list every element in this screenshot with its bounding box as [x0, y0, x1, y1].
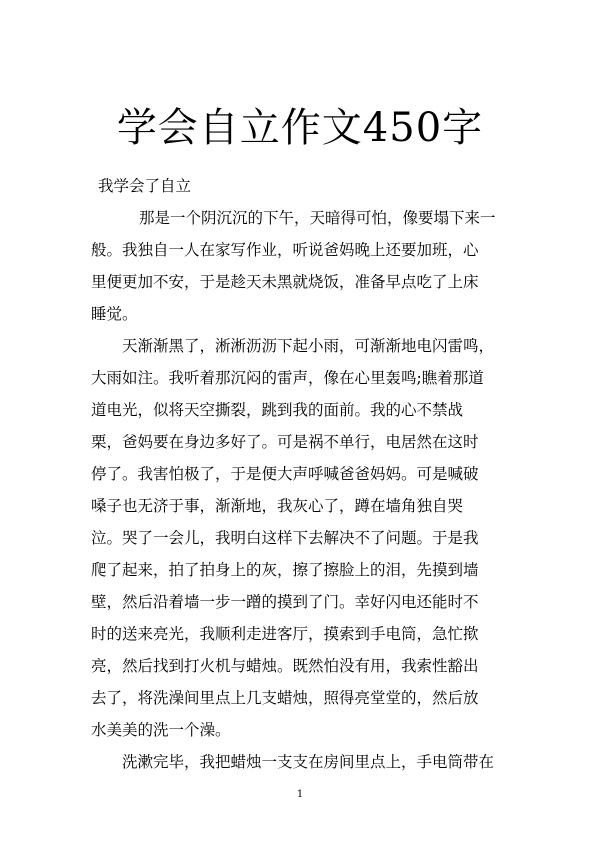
text-line: 睡觉。 [91, 305, 138, 323]
text-line: 那是一个阴沉沉的下午，天暗得可怕，像要塌下来一 [139, 209, 496, 227]
text-line: 嗓子也无济于事，渐渐地，我灰心了，蹲在墙角独自哭 [91, 497, 464, 515]
text-line: 爬了起来，拍了拍身上的灰，擦了擦脸上的泪，先摸到墙 [91, 561, 479, 579]
text-line: 栗，爸妈要在身边多好了。可是祸不单行，电居然在这时 [91, 433, 479, 451]
essay-subtitle: 我学会了自立 [98, 177, 192, 195]
text-line: 亮，然后找到打火机与蜡烛。既然怕没有用，我索性豁出 [91, 657, 479, 675]
text-line: 道电光，似将天空撕裂，跳到我的面前。我的心不禁战 [91, 401, 464, 419]
page-title: 学会自立作文450字 [116, 105, 484, 151]
text-line: 大雨如注。我听着那沉闷的雷声，像在心里轰鸣;瞧着那道 [91, 369, 484, 387]
text-line: 泣。哭了一会儿，我明白这样下去解决不了问题。于是我 [91, 529, 479, 547]
text-line: 里便更加不安，于是趁天未黑就烧饭，准备早点吃了上床 [91, 273, 479, 291]
text-line: 洗漱完毕，我把蜡烛一支支在房间里点上，手电筒带在 [122, 753, 495, 771]
text-line: 壁，然后沿着墙一步一蹭的摸到了门。幸好闪电还能时不 [91, 593, 479, 611]
text-line: 去了，将洗澡间里点上几支蜡烛，照得亮堂堂的，然后放 [91, 689, 479, 707]
text-line: 停了。我害怕极了，于是便大声呼喊爸爸妈妈。可是喊破 [91, 465, 479, 483]
text-line: 般。我独自一人在家写作业，听说爸妈晚上还要加班，心 [91, 241, 479, 259]
page-number: 1 [296, 789, 304, 800]
text-line: 时的送来亮光，我顺利走进客厅，摸索到手电筒，急忙揿 [91, 625, 479, 643]
text-line: 天渐渐黑了，淅淅沥沥下起小雨，可渐渐地电闪雷鸣， [122, 337, 495, 355]
text-line: 水美美的洗一个澡。 [91, 721, 231, 739]
